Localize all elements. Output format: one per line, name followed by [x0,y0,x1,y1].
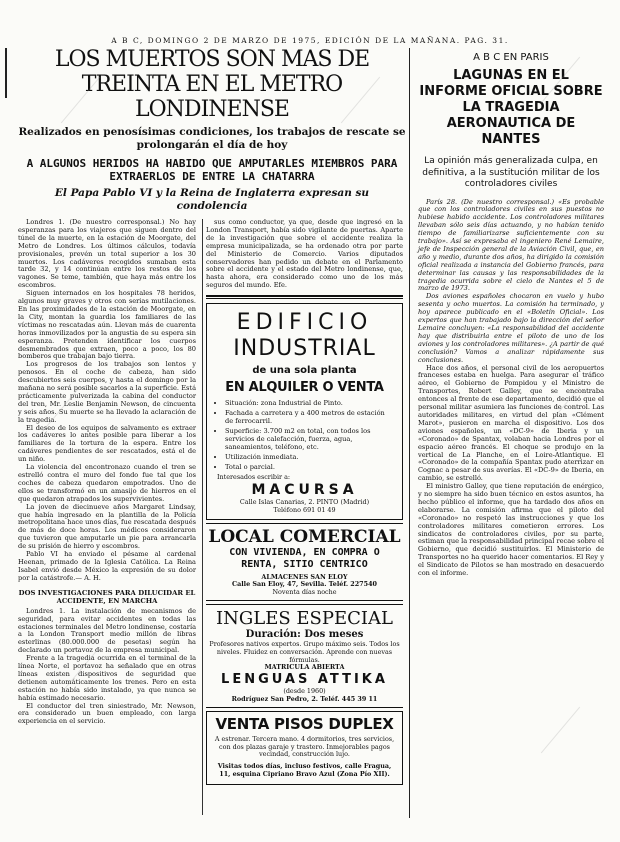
kicker: A B C EN PARIS [473,52,549,63]
paragraph: El deseo de los equipos de salvamento es extraer los cadáveres lo antes posible para liberar a los familiares de la tortura de la espera. Entre los cadáveres pendientes de ser rescatados, está el de un niño. [18,423,196,464]
paragraph: Los progresos de los trabajos son lentos y penosos. En el coche de cabeza, han sido descubiertos seis cuerpos, y hasta el domingo por la mañana no será posible sacarlos a la superficie. Está prácticamente pulverizada la cabina del conductor del tren, Mr. Leslie Benjamin Newson, de cincuenta y seis años. Su muerte se ha llevado la aclaración de la tragedia. [18,360,196,424]
ad-title: INDUSTRIAL [233,336,376,362]
article-column-2 [206,219,403,290]
ad-subtitle: de una sola planta [252,365,357,377]
main-subhead: Realizados en penosísimas condiciones, los trabajos de rescate se prolongarán el día de hoy [18,126,406,151]
ad-visit: Visitas todos días, incluso festivos, calle Fragua, 11, esquina Cipriano Bravo Azul (Zona Pío XII). [217,762,392,778]
right-article-header [418,50,604,191]
paragraph: Dos aviones españoles chocaron en vuelo y hubo sesenta y ocho muertos. La comisión ha terminado, y hoy aparece publicado en el «Boletín Oficial». Los expertos que han trabajado bajo la dirección del señor Lemaire concluyen: «La responsabilidad del accidente hay que distribuirla entre el piloto de uno de los aviones y los controladores militares». ¿A partir de qué conclusión? Vamos a analizar rápidamente sus conclusiones. [418,292,604,364]
ad-contact: Interesados escribir a: [217,473,291,482]
paragraph: Pablo VI ha enviado el pésame al cardenal Heenan, primado de la Iglesia Católica. La Reina Isabel envió desde México la expresión de su dolor por la catástrofe.— A. H. [18,550,196,582]
main-subhead-2: A ALGUNOS HERIDOS HA HABIDO QUE AMPUTARLES MIEMBROS PARA EXTRAERLOS DE ENTRE LA CHATARRA [26,157,398,183]
ad-since: (desde 1960) [283,687,326,696]
article-column-2-with-ads [206,219,403,815]
ad-edificio-industrial [206,303,403,519]
ad-hours: Noventa días noche [272,588,337,597]
ad-title: LOCAL COMERCIAL [208,526,401,547]
ad-bullet: • Utilización inmediata. [225,453,394,461]
ad-bullet: • Superficie: 3.700 m2 en total, con todos los servicios de calefacción, fuerza, agua, saneamientos, teléfono, etc. [225,427,394,451]
paragraph: Londres 1. La instalación de mecanismos de seguridad, para evitar accidentes en todas las estaciones terminales del Metro londinense, costaría a la London Transport medio millón de libras esterlinas (80.000.000 de pesetas) según ha declarado un portavoz de la empresa municipal. [18,606,196,655]
ad-ingles-especial [206,604,403,708]
ad-bullet: • Situación: zona Industrial de Pinto. [225,399,394,407]
ad-text: A estrenar. Tercera mano. 4 dormitorios, tres servicios, con dos plazas garaje y trastero. Inmejorables pagos vecindad, construcción lujo. [214,734,395,759]
section-subhead: DOS INVESTIGACIONES PARA DILUCIDAR EL ACCIDENTE, EN MARCHA [18,588,196,605]
paragraph: Londres 1. (De nuestro corresponsal.) No hay esperanzas para los viajeros que siguen dentro del túnel de la muerte, en la estación de Moorgate, del Metro de Londres. Los últimos cálculos, todavía provisionales, prevén un total superior a los 30 muertos. Los cadáveres recogidos sumaban esta tarde 32, y 14 continúan entre los restos de los vagones. Se teme, también, que haya más entre los escombros. [18,218,196,290]
paragraph: sus como conductor, ya que, desde que ingresó en la London Transport, había sido vigilante de puertas. Aparte de la investigación que sobre el accidente realiza la empresa municipalizada, se ha ordenado otra por parte del Ministerio de Comercio. Varios diputados conservadores han pedido un debate en el Parlamento sobre el accidente y el estado del Metro londinense, que, hasta ahora, era considerado como uno de los más seguros del mundo. Efe. [206,218,403,290]
ad-school: LENGUAS ATTIKA [221,672,388,688]
ad-title: INGLES ESPECIAL [216,607,393,629]
ad-subtitle: Duración: Dos meses [245,628,364,640]
ad-local-comercial [206,523,403,601]
ad-phone: Teléfono 691 01 49 [273,505,336,514]
ad-address: Calle Islas Canarias, 2. PINTO (Madrid) [239,497,370,506]
main-article [18,47,406,815]
article-column-1 [18,219,200,815]
ad-company: ALMACENES SAN ELOY [261,572,348,581]
paragraph: Frente a la tragedia ocurrida en el terminal de la línea Norte, el portavoz ha señalado que en otras líneas existen dispositivos de seguridad que detienen automáticamente los trenes. Pero en esta estación no había sido instalado, ya que nunca se había estimado necesario. [18,654,196,702]
paragraph: Siguen internados en los hospitales 78 heridos, algunos muy graves y otros con serias mutilaciones. En las proximidades de la estación de Moorgate, en la City, montan la guardia los familiares de las víctimas no rescatadas aún. Llevan más de cuarenta horas inmovilizados por la angustia de su espera sin esperanza. Pretenden identificar los cuerpos desmembrados que extraen, poco a poco, los 80 bomberos que trabajan bajo tierra. [18,289,196,361]
right-article [418,50,604,815]
ad-subtitle: CON VIVIENDA, EN COMPRA O RENTA, SITIO CENTRICO [229,546,380,570]
ad-bullet: • Fachada a carretera y a 400 metros de estación de ferrocarril. [225,409,394,425]
right-subhead: La opinión más generalizada culpa, en definitiva, a la sustitución militar de los controladores civiles [422,156,600,189]
paragraph: La joven de diecinueve años Margaret Lindsay, que había ingresado en la plantilla de la Policía metropolitana hace unos días, fue rescatada después de más de doce horas. Los médicos consideraron que tuvieron que amputarle un pie para arrancarla de su prisión de hierro y escombros. [18,502,196,551]
margin-rule [5,48,7,98]
paragraph: Hace dos años, el personal civil de los aeropuertos franceses estaba en huelga. Para asegurar el tráfico aéreo, el Gobierno de Pompidou y el Ministro de Transportes, Robert Galley, que se encontraba entonces al frente de ese departamento, decidió que el personal militar asumiera las funciones de control. Las autoridades militares, en virtud del plan «Clément Marot», pusieron en marcha el dispositivo. Los dos aviones españoles, un «DC-9» de Iberia y un «Coronado» de Spantax, volaban hacia Londres por el espacio aéreo francés. El choque se produjo en la vertical de La Planche, en el Loire-Atlantique. El «Coronado» de la compañía Spantax pudo aterrizar en Cognac a pesar de sus averías. El «DC-9» de Iberia, en cambio, se estrelló. [418,363,604,483]
ad-company: MACURSA [251,481,358,498]
paragraph: París 28. (De nuestro corresponsal.) «Es probable que con los controladores civiles en sus puestos no hubiese habido accidente. Los controladores militares llevaban sólo seis días actuando, y no habían tenido tiempo de familiarizarse suficientemente con su trabajo». Así se expresaba el ingeniero René Lemaire, jefe de Inspección general de la Aviación Civil, que, en año y medio, durante dos años, ha dirigido la comisión oficial realizada a instancia del Gobierno francés, para determinar las causas y las responsabilidades de la tragedia ocurrida sobre el cielo de Nantes el 5 de marzo de 1973. [418,197,604,293]
ad-address: Calle San Eloy, 47, Sevilla. Teléf. 227540 [232,580,377,589]
double-rule [206,295,403,299]
right-headline: LAGUNAS EN EL INFORME OFICIAL SOBRE LA TRAGEDIA AERONAUTICA DE NANTES [419,68,603,147]
paragraph: El ministro Galley, que tiene reputación de enérgico, y no siempre ha sido buen técnico en estos asuntos, ha hecho público el informe, que ha tardado dos años en elaborarse. La comisión afirma que el piloto del «Coronado» no respetó las instrucciones y que los controladores militares cometieron errores. Los sindicatos de controladores civiles, por su parte, estiman que la responsabilidad principal recae sobre el Gobierno, que decidió sustituirlos. El Ministerio de Transportes no ha querido hacer comentarios. El Rey y el Sindicato de Pilotos se han mostrado en desacuerdo con el informe. [418,482,604,578]
column-divider [202,219,203,815]
main-headline: LOS MUERTOS SON MAS DE TREINTA EN EL METRO LONDINENSE [54,47,370,122]
ad-bullet: • Total o parcial. [225,463,394,471]
paragraph: La violencia del encontronazo cuando el tren se estrelló contra el muro del fondo fue tal que los coches de cabeza quedaron empotrados. Uno de ellos se transformó en un amasijo de hierros en el que quedaron atrapados los supervivientes. [18,463,196,503]
ad-text: Profesores nativos expertos. Grupo máximo seis. Todos los niveles. Fluidez en conversación. Aprende con nuevas fórmulas. [209,639,400,664]
page-header: A B C, DOMINGO 2 DE MARZO DE 1975, EDICIÓN DE LA MAÑANA. PAG. 31. [111,36,509,45]
column-divider [409,48,410,818]
main-subhead-3: El Papa Pablo VI y la Reina de Inglaterra expresan su condolencia [54,187,370,212]
paragraph: El conductor del tren siniestrado, Mr. Newson, era considerado un buen empleado, con larga experiencia en el servicio. [18,701,196,726]
ad-subtitle: EN ALQUILER O VENTA [225,380,384,396]
ad-title: VENTA PISOS DUPLEX [215,714,394,733]
article-columns [18,219,406,815]
ad-matricula: MATRICULA ABIERTA [264,663,345,672]
right-article-body [418,199,604,579]
ad-venta-pisos [206,711,403,785]
ad-address: Rodríguez San Pedro, 2. Teléf. 445 39 11 [231,694,378,703]
ad-title: EDIFICIO [236,310,373,336]
